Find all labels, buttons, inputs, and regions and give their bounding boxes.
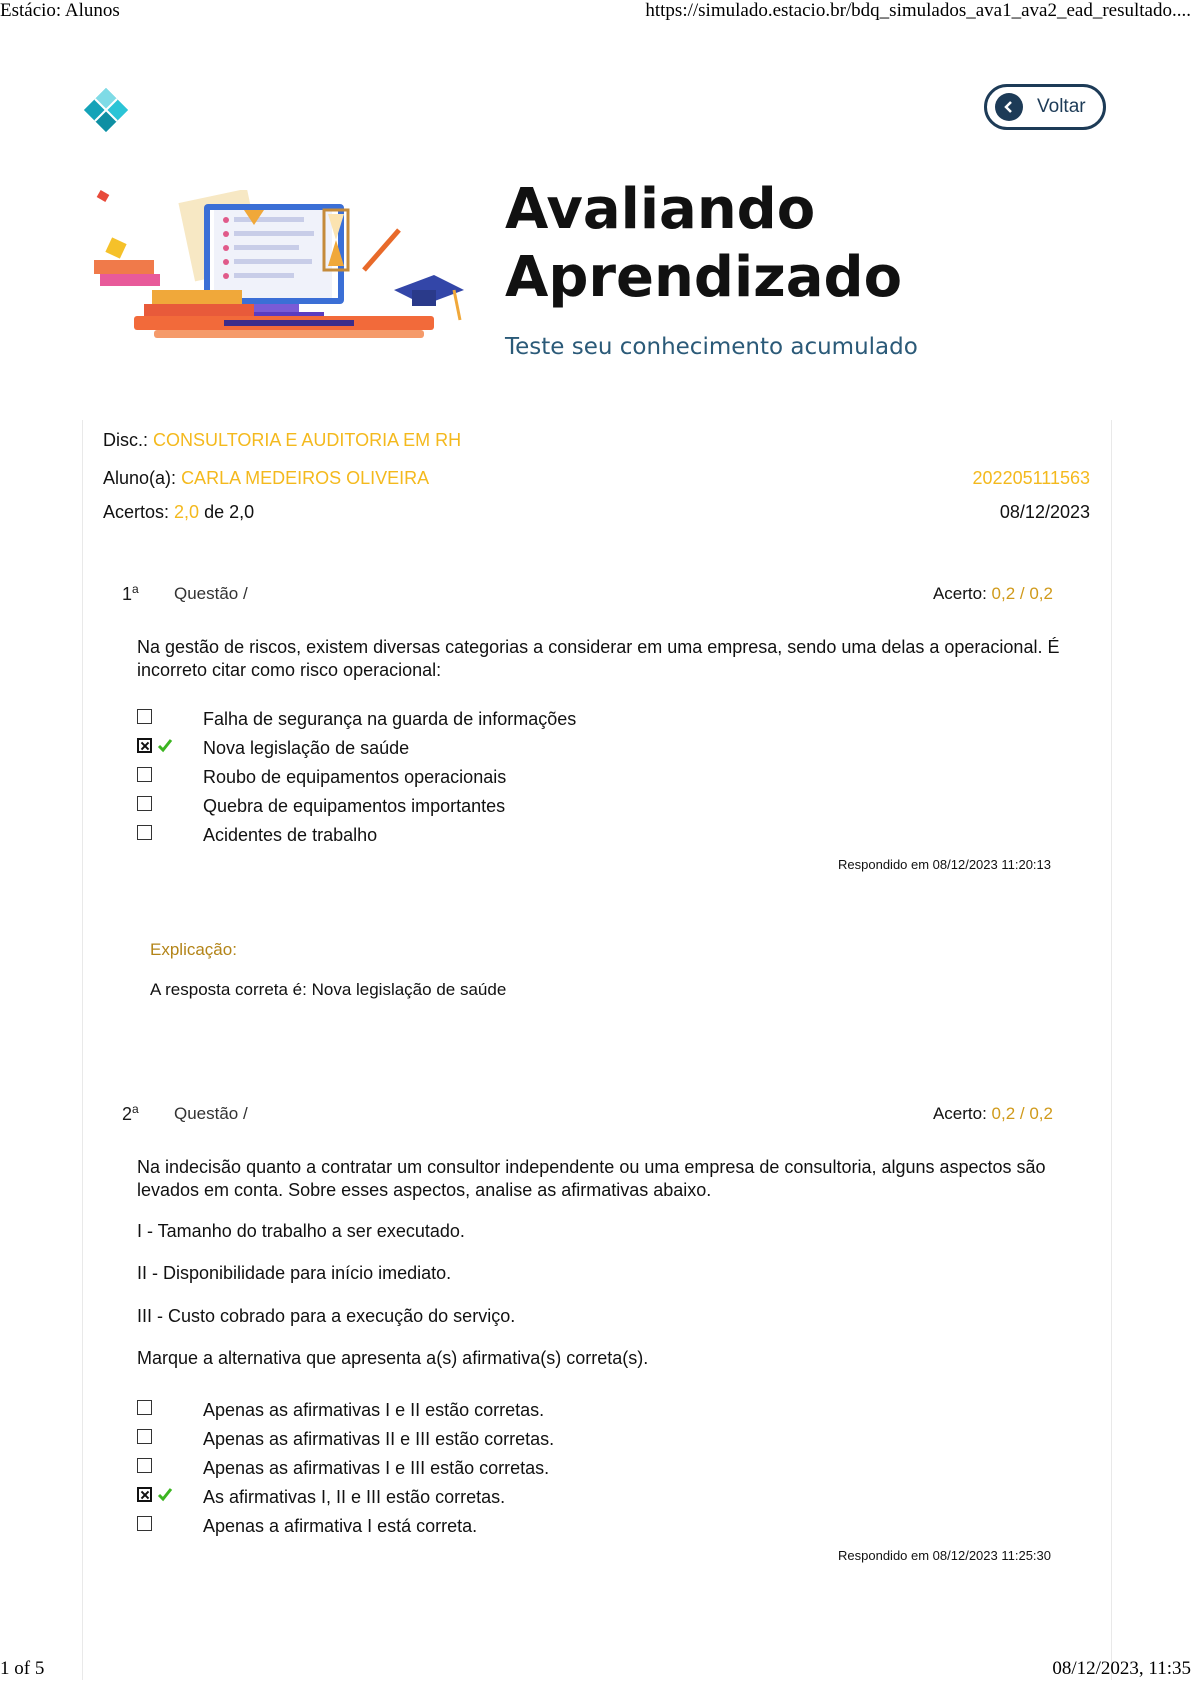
answer-option-selected[interactable] — [137, 1487, 1037, 1513]
checkbox-icon[interactable] — [137, 1487, 152, 1502]
checkbox-icon[interactable] — [137, 1516, 152, 1531]
question-score — [933, 1104, 1053, 1124]
page-title-line-2: Aprendizado — [505, 245, 903, 310]
student-value: CARLA MEDEIROS OLIVEIRA — [181, 468, 430, 488]
discipline-row — [103, 430, 461, 451]
answer-option-text: Apenas as afirmativas I e III estão corretas. — [203, 1458, 550, 1478]
checkbox-icon[interactable] — [137, 796, 152, 811]
answer-option[interactable] — [137, 1458, 1037, 1484]
question-number: 2$^a$ — [122, 1102, 139, 1124]
page-title-line-1: Avaliando — [505, 177, 816, 242]
score-value: 0,2 — [991, 584, 1016, 603]
statement: I - Tamanho do trabalho a ser executado. — [137, 1221, 465, 1241]
answer-option[interactable] — [137, 1429, 1037, 1455]
check-icon — [157, 1486, 173, 1502]
explanation-title: Explicação: — [150, 940, 237, 959]
checkbox-icon[interactable] — [137, 1400, 152, 1415]
score-label: Acerto: — [932, 1104, 987, 1123]
answer-option-text: Apenas as afirmativas II e III estão corretas. — [203, 1429, 555, 1449]
answer-option-text: Quebra de equipamentos importantes — [203, 796, 506, 816]
answer-option[interactable] — [137, 767, 1037, 793]
estacio-logo-icon[interactable] — [82, 86, 130, 134]
question-text: Na indecisão quanto a contratar um consultor independente ou uma empresa de consultoria, alguns aspectos são levados em conta. Sobre esses aspectos, analise as afirmativas abaixo. — [137, 1157, 1046, 1200]
page-title — [505, 176, 1105, 312]
back-button[interactable] — [984, 84, 1106, 130]
answer-option-text: Falha de segurança na guarda de informações — [203, 709, 577, 729]
answered-timestamp: Respondido em 08/12/2023 11:20:13 — [838, 857, 1051, 872]
answer-option-text: Acidentes de trabalho — [203, 825, 378, 845]
answer-option-text: Apenas a afirmativa I está correta. — [203, 1516, 478, 1536]
checkbox-icon[interactable] — [137, 1429, 152, 1444]
hits-total: de 2,0 — [204, 502, 255, 522]
discipline-label: Disc.: — [103, 430, 148, 450]
question-instruction: Marque a alternativa que apresenta a(s) afirmativa(s) correta(s). — [137, 1348, 649, 1368]
answer-option[interactable] — [137, 1516, 1037, 1542]
answer-option[interactable] — [137, 1400, 1037, 1426]
student-label: Aluno(a): — [103, 468, 177, 488]
registration-number: 202205111563 — [972, 468, 1090, 488]
print-page-url: https://simulado.estacio.br/bdq_simulados_ava1_ava2_ead_resultado.... — [645, 0, 1191, 21]
statement: II - Disponibilidade para início imediato. — [137, 1263, 452, 1283]
question-number: 1$^a$ — [122, 582, 139, 604]
answer-option-selected[interactable] — [137, 738, 1037, 764]
answer-option-text: As afirmativas I, II e III estão corretas. — [203, 1487, 506, 1507]
answered-timestamp: Respondido em 08/12/2023 11:25:30 — [838, 1548, 1051, 1563]
page-subtitle: Teste seu conhecimento acumulado — [505, 334, 918, 360]
answer-option[interactable] — [137, 825, 1037, 851]
study-illustration — [94, 190, 484, 360]
score-value: 0,2 — [991, 1104, 1016, 1123]
check-icon — [157, 737, 173, 753]
score-total: / 0,2 — [1015, 584, 1053, 603]
checkbox-icon[interactable] — [137, 1458, 152, 1473]
checkbox-icon[interactable] — [137, 709, 152, 724]
hits-label: Acertos: — [103, 502, 170, 522]
print-header — [0, 0, 1191, 24]
answer-option-text: Nova legislação de saúde — [203, 738, 410, 758]
question-label: Questão / — [174, 584, 248, 603]
print-footer — [0, 1658, 1191, 1682]
question-score — [933, 584, 1053, 604]
score-total: / 0,2 — [1015, 1104, 1053, 1123]
statement: III - Custo cobrado para a execução do serviço. — [137, 1306, 516, 1326]
question-text: Na gestão de riscos, existem diversas categorias a considerar em uma empresa, sendo uma delas a operacional. É incorreto citar como risco operacional: — [137, 637, 1060, 680]
student-row — [103, 468, 429, 489]
answer-option[interactable] — [137, 796, 1037, 822]
question-label: Questão / — [174, 1104, 248, 1123]
score-label: Acerto: — [932, 584, 987, 603]
hits-value: 2,0 — [174, 502, 200, 522]
checkbox-icon[interactable] — [137, 767, 152, 782]
back-button-label: Voltar — [1037, 96, 1086, 117]
answer-option-text: Apenas as afirmativas I e II estão corretas. — [203, 1400, 545, 1420]
chevron-left-icon — [995, 93, 1023, 121]
print-page-number: 1 of 5 — [0, 1658, 45, 1679]
discipline-value: CONSULTORIA E AUDITORIA EM RH — [153, 430, 462, 450]
answer-option-text: Roubo de equipamentos operacionais — [203, 767, 507, 787]
checkbox-icon[interactable] — [137, 738, 152, 753]
print-datetime: 08/12/2023, 11:35 — [1052, 1658, 1191, 1679]
exam-date: 08/12/2023 — [999, 502, 1090, 522]
answer-option[interactable] — [137, 709, 1037, 735]
explanation-text: A resposta correta é: Nova legislação de saúde — [150, 980, 507, 999]
checkbox-icon[interactable] — [137, 825, 152, 840]
print-page-title: Estácio: Alunos — [0, 0, 120, 21]
hits-row — [103, 502, 254, 523]
